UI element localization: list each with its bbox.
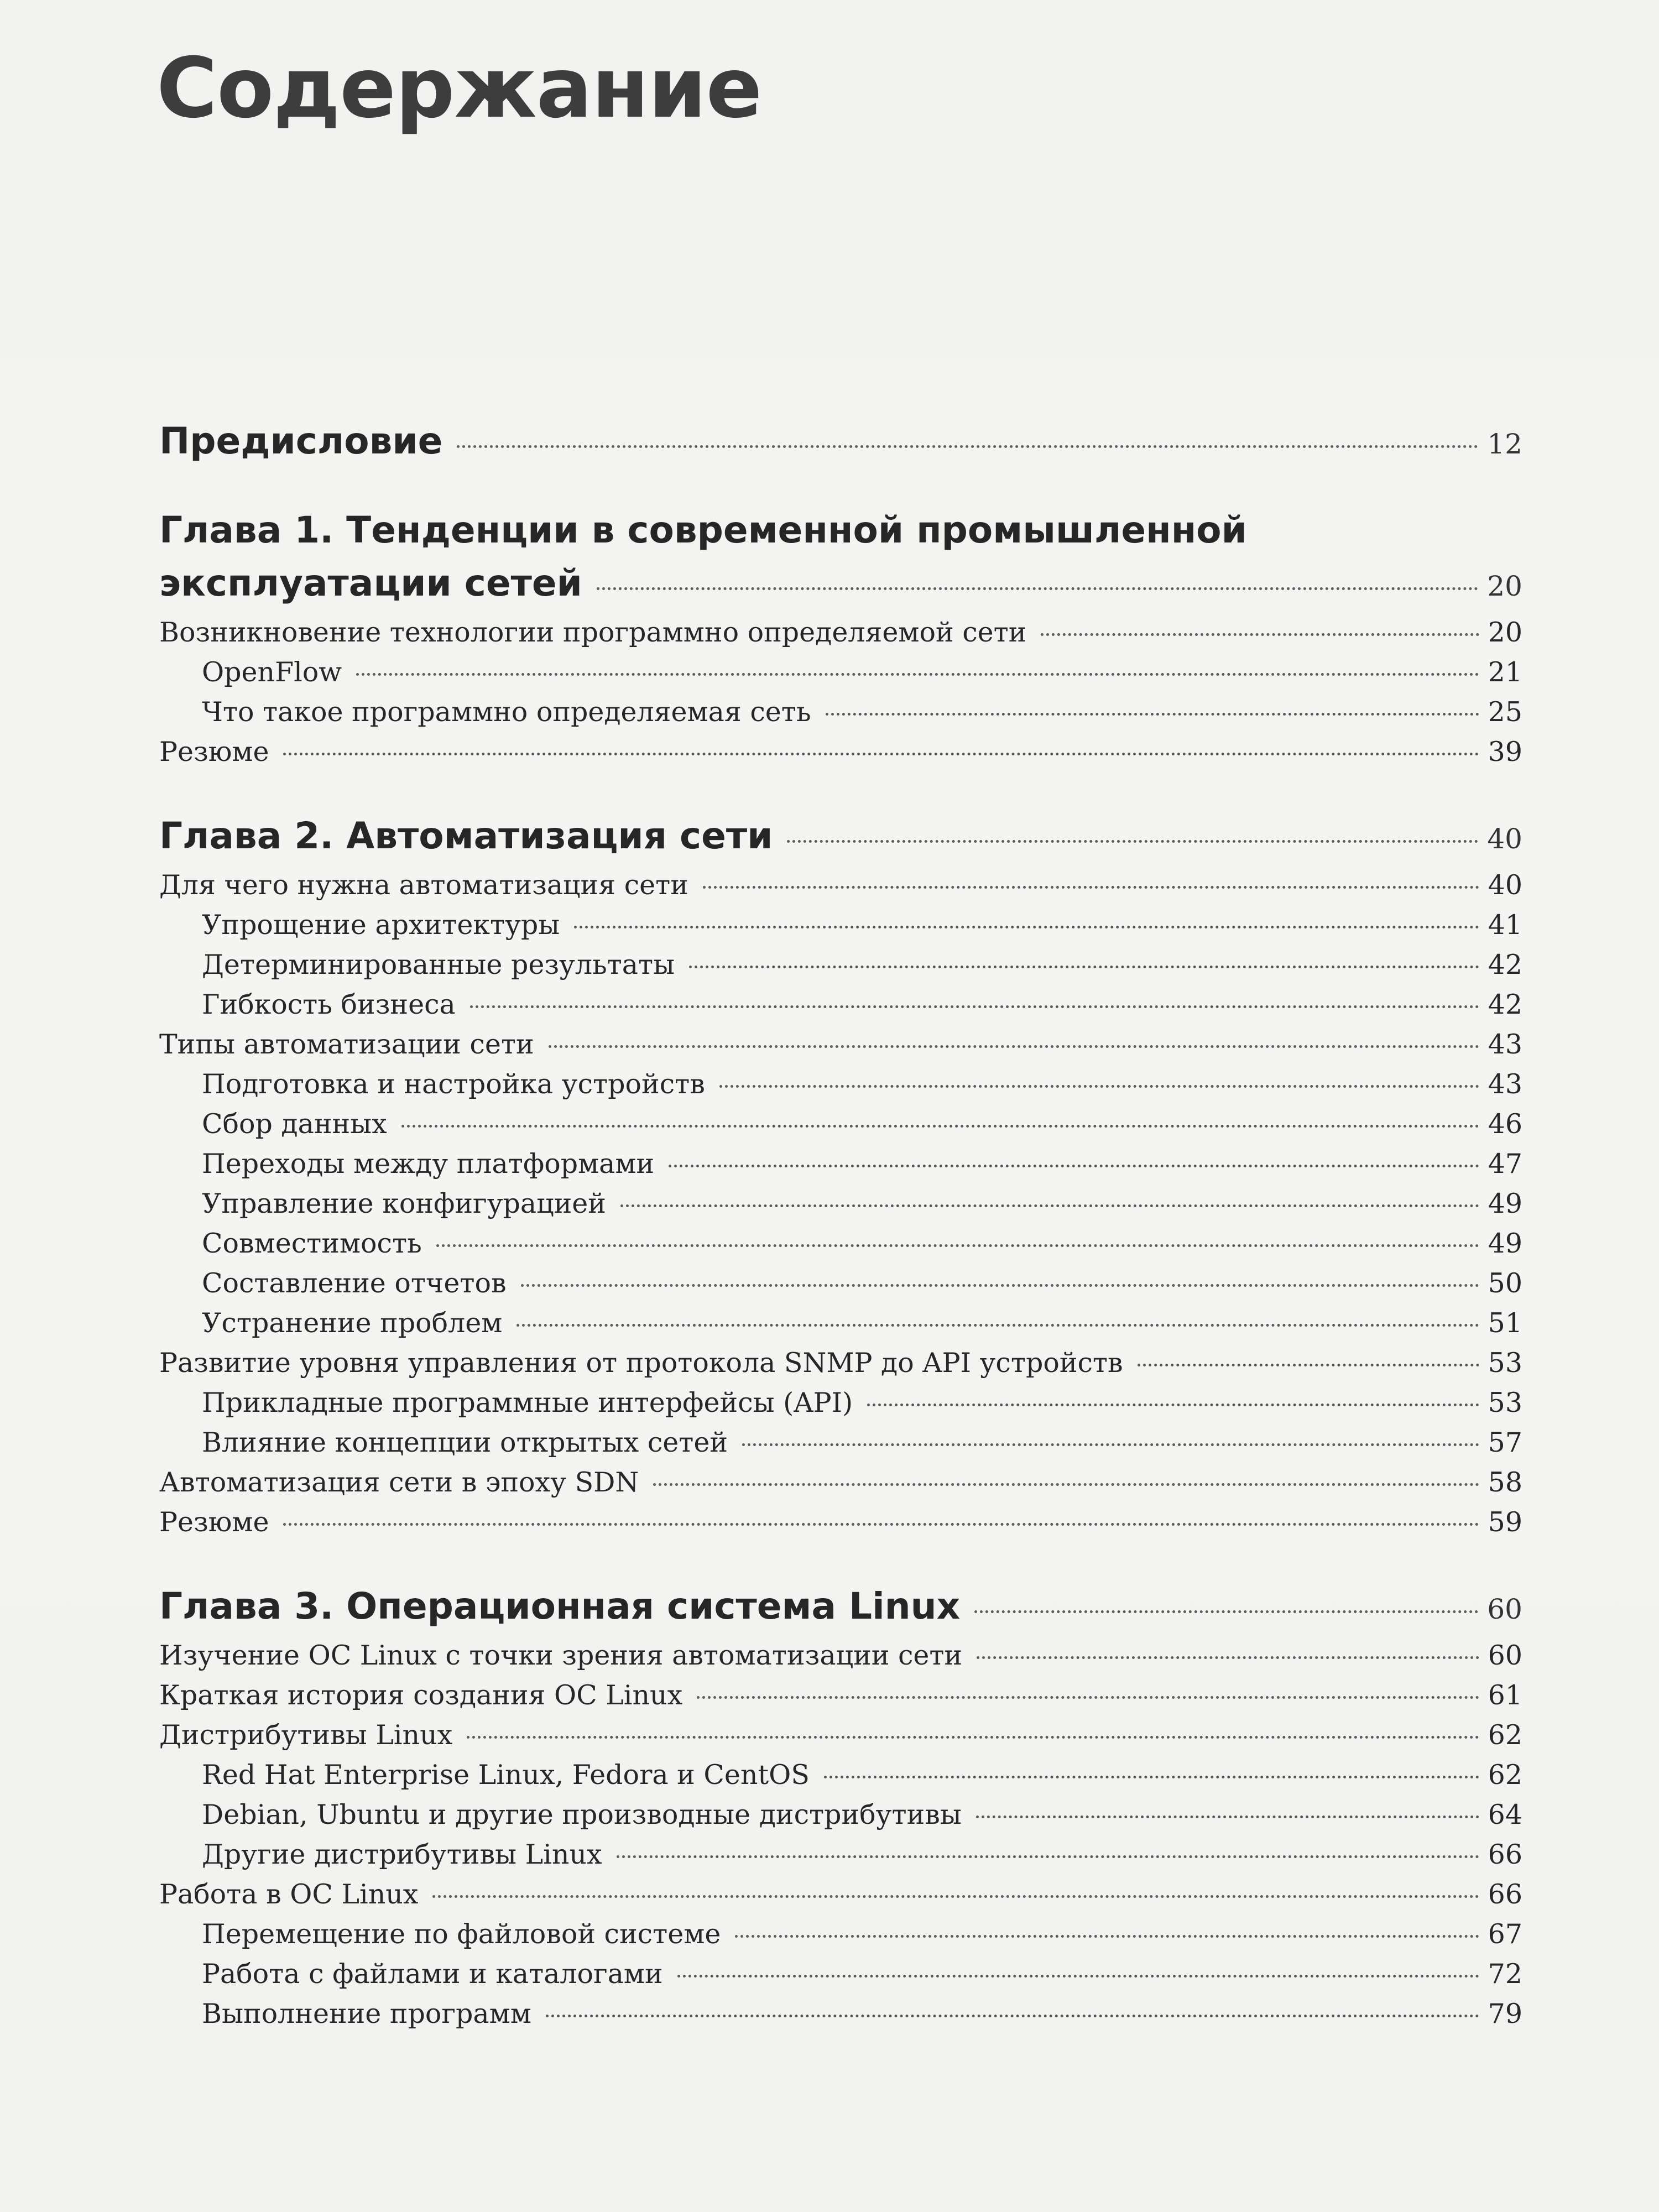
toc-entry-title: Debian, Ubuntu и другие производные дистрибутивы — [202, 1799, 962, 1830]
dot-leader — [597, 587, 1479, 590]
toc-entry — [159, 1835, 1522, 1875]
toc-entry-title: Сбор данных — [202, 1108, 387, 1140]
toc-entry-page: 49 — [1488, 1228, 1522, 1259]
toc-entry — [159, 1954, 1522, 1994]
dot-leader — [826, 713, 1479, 716]
toc-entry — [159, 865, 1522, 905]
table-of-contents — [159, 415, 1522, 2034]
dot-leader — [432, 1895, 1479, 1898]
toc-entry-title: Red Hat Enterprise Linux, Fedora и CentOS — [202, 1759, 810, 1791]
toc-entry-page: 46 — [1488, 1108, 1522, 1140]
toc-entry — [159, 1676, 1522, 1715]
toc-entry — [159, 945, 1522, 985]
toc-entry-title: Перемещение по файловой системе — [202, 1918, 721, 1950]
toc-entry-title: Резюме — [159, 736, 269, 768]
toc-entry-title: Для чего нужна автоматизация сети — [159, 869, 688, 901]
dot-leader — [824, 1776, 1479, 1778]
toc-entry — [159, 1503, 1522, 1542]
dot-leader — [1138, 1364, 1479, 1366]
toc-entry — [159, 985, 1522, 1025]
dot-leader — [457, 445, 1478, 448]
toc-entry-page: 58 — [1488, 1467, 1522, 1498]
toc-entry — [159, 1264, 1522, 1303]
toc-entry — [159, 1343, 1522, 1383]
toc-entry — [159, 1423, 1522, 1463]
toc-entry-title: Гибкость бизнеса — [202, 989, 456, 1020]
dot-leader — [689, 966, 1479, 968]
toc-entry-title: Автоматизация сети в эпоху SDN — [159, 1467, 639, 1498]
dot-leader — [1041, 633, 1479, 636]
toc-entry — [159, 1636, 1522, 1676]
toc-entry — [159, 1224, 1522, 1264]
toc-entry-title: Дистрибутивы Linux — [159, 1719, 453, 1751]
toc-entry-title: Работа с файлами и каталогами — [202, 1958, 663, 1990]
dot-leader — [677, 1975, 1479, 1978]
dot-leader — [617, 1855, 1479, 1858]
dot-leader — [574, 926, 1479, 928]
toc-entry-page: 42 — [1488, 989, 1522, 1020]
toc-entry-title: Возникновение технологии программно определяемой сети — [159, 617, 1027, 648]
toc-entry-title: Краткая история создания ОС Linux — [159, 1679, 683, 1711]
toc-entry-title: Типы автоматизации сети — [159, 1029, 534, 1060]
dot-leader — [867, 1404, 1479, 1406]
toc-entry-page: 20 — [1488, 617, 1522, 648]
toc-entry-page: 49 — [1488, 1188, 1522, 1219]
toc-entry-title: Подготовка и настройка устройств — [202, 1068, 705, 1100]
dot-leader — [974, 1610, 1478, 1613]
toc-entry-title: OpenFlow — [202, 656, 342, 688]
toc-entry — [159, 1914, 1522, 1954]
dot-leader — [703, 886, 1479, 889]
toc-entry-title: Изучение ОС Linux с точки зрения автоматизации сети — [159, 1640, 963, 1671]
toc-entry-title: Управление конфигурацией — [202, 1188, 606, 1219]
toc-entry-page: 64 — [1488, 1799, 1522, 1830]
toc-entry-preface — [159, 415, 1522, 471]
toc-entry-title: Что такое программно определяемая сеть — [202, 696, 811, 728]
chapter-1-title-line-2: эксплуатации сетей — [159, 562, 582, 604]
toc-entry-page: 53 — [1488, 1387, 1522, 1418]
toc-entry-title: Упрощение архитектуры — [202, 909, 560, 941]
dot-leader — [669, 1165, 1479, 1167]
toc-entry-page: 12 — [1487, 428, 1522, 460]
toc-chapter-2 — [159, 810, 1522, 865]
toc-entry-page: 39 — [1488, 736, 1522, 768]
dot-leader — [546, 2015, 1479, 2017]
toc-entry-page: 40 — [1488, 869, 1522, 901]
toc-entry-page: 53 — [1488, 1347, 1522, 1379]
dot-leader — [976, 1815, 1479, 1818]
toc-entry-page: 20 — [1487, 570, 1522, 602]
chapter-1-title-line-1: Глава 1. Тенденции в современной промышленной — [159, 509, 1247, 551]
dot-leader — [521, 1284, 1479, 1287]
dot-leader — [436, 1244, 1479, 1247]
toc-entry — [159, 1303, 1522, 1343]
toc-chapter-1 — [159, 504, 1522, 613]
toc-entry-page: 43 — [1488, 1029, 1522, 1060]
toc-entry-title: Работа в ОС Linux — [159, 1879, 419, 1910]
dot-leader — [283, 753, 1479, 755]
toc-entry-page: 50 — [1488, 1267, 1522, 1299]
toc-chapter-3 — [159, 1580, 1522, 1636]
toc-entry — [159, 1715, 1522, 1755]
toc-entry — [159, 1755, 1522, 1795]
dot-leader — [549, 1045, 1479, 1048]
dot-leader — [356, 673, 1479, 676]
page-title: Содержание — [156, 40, 762, 137]
toc-entry-title: Предисловие — [159, 420, 443, 462]
toc-entry-page: 66 — [1488, 1879, 1522, 1910]
toc-entry-title: Устранение проблем — [202, 1307, 503, 1339]
toc-entry-page: 60 — [1488, 1640, 1522, 1671]
toc-entry — [159, 1065, 1522, 1104]
toc-entry-page: 57 — [1488, 1427, 1522, 1458]
toc-entry-title: Детерминированные результаты — [202, 949, 675, 980]
toc-entry — [159, 613, 1522, 653]
toc-entry — [159, 1025, 1522, 1065]
chapter-1-heading — [159, 557, 1522, 613]
dot-leader — [719, 1085, 1479, 1088]
dot-leader — [620, 1204, 1479, 1207]
toc-entry-page: 67 — [1488, 1918, 1522, 1950]
toc-entry — [159, 905, 1522, 945]
toc-entry-page: 41 — [1488, 909, 1522, 941]
dot-leader — [735, 1935, 1479, 1938]
toc-entry — [159, 1795, 1522, 1835]
toc-entry-title: Другие дистрибутивы Linux — [202, 1839, 602, 1870]
toc-entry-page: 42 — [1488, 949, 1522, 980]
toc-entry-page: 43 — [1488, 1068, 1522, 1100]
toc-entry — [159, 1184, 1522, 1224]
toc-entry — [159, 1994, 1522, 2034]
toc-entry — [159, 732, 1522, 772]
dot-leader — [697, 1696, 1479, 1699]
toc-entry-title: Глава 3. Операционная система Linux — [159, 1585, 961, 1627]
toc-entry-title: Выполнение программ — [202, 1998, 531, 2030]
dot-leader — [653, 1483, 1479, 1486]
dot-leader — [470, 1005, 1479, 1008]
toc-entry — [159, 692, 1522, 732]
toc-entry-title: Прикладные программные интерфейсы (API) — [202, 1387, 853, 1418]
dot-leader — [283, 1523, 1479, 1526]
toc-entry-title: Составление отчетов — [202, 1267, 507, 1299]
toc-entry — [159, 1144, 1522, 1184]
toc-entry-title: Развитие уровня управления от протокола SNMP до API устройств — [159, 1347, 1123, 1379]
toc-entry-title: Совместимость — [202, 1228, 422, 1259]
toc-entry-title: Глава 2. Автоматизация сети — [159, 815, 773, 857]
toc-entry-page: 62 — [1488, 1759, 1522, 1791]
toc-entry-page: 59 — [1488, 1506, 1522, 1538]
toc-entry-page: 66 — [1488, 1839, 1522, 1870]
dot-leader — [467, 1736, 1479, 1739]
toc-entry — [159, 1875, 1522, 1914]
dot-leader — [787, 840, 1478, 843]
dot-leader — [977, 1656, 1479, 1659]
dot-leader — [742, 1443, 1479, 1446]
toc-entry-title: Влияние концепции открытых сетей — [202, 1427, 728, 1458]
toc-entry-page: 72 — [1488, 1958, 1522, 1990]
toc-entry-title: Резюме — [159, 1506, 269, 1538]
toc-entry — [159, 1463, 1522, 1503]
toc-entry-page: 51 — [1488, 1307, 1522, 1339]
toc-entry-page: 21 — [1488, 656, 1522, 688]
toc-entry-page: 25 — [1488, 696, 1522, 728]
toc-entry — [159, 1383, 1522, 1423]
dot-leader — [517, 1324, 1479, 1327]
toc-entry — [159, 1104, 1522, 1144]
toc-entry — [159, 653, 1522, 692]
toc-entry-page: 60 — [1487, 1593, 1522, 1625]
dot-leader — [401, 1125, 1479, 1128]
toc-entry-page: 61 — [1488, 1679, 1522, 1711]
toc-entry-page: 79 — [1488, 1998, 1522, 2030]
toc-entry-page: 47 — [1488, 1148, 1522, 1180]
toc-entry-page: 62 — [1488, 1719, 1522, 1751]
toc-entry-title: Переходы между платформами — [202, 1148, 655, 1180]
toc-entry-page: 40 — [1487, 823, 1522, 855]
